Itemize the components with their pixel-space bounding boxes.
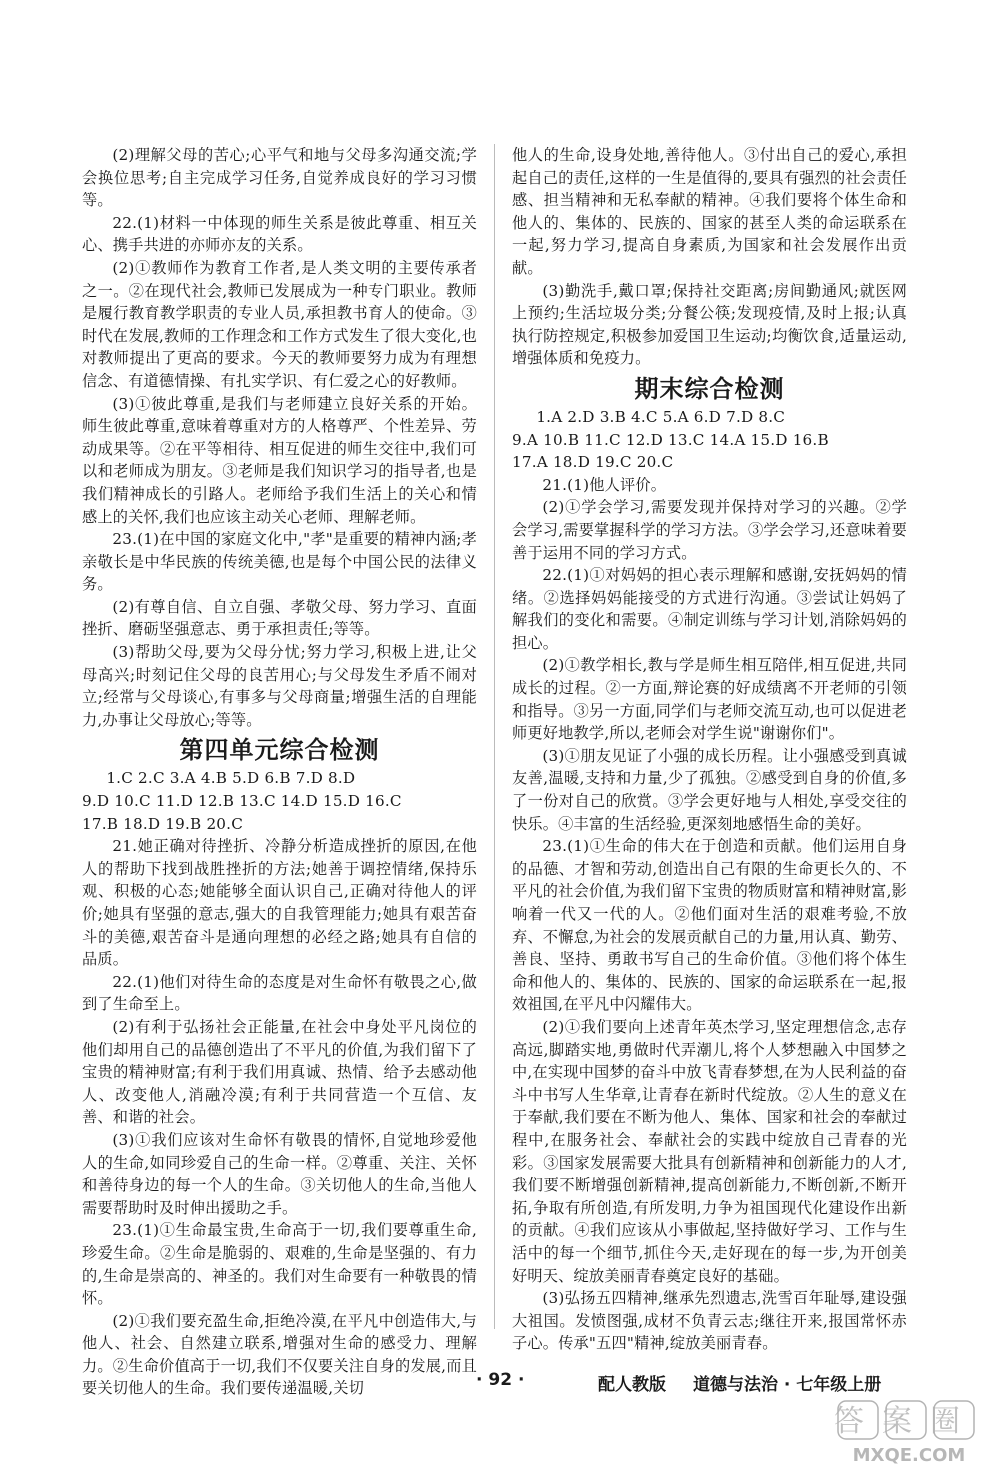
- answer-paragraph: (3)①彼此尊重,是我们与老师建立良好关系的开始。师生彼此尊重,意味着尊重对方的人格尊严、个性差异、劳动成果等。②在平等相待、相互促进的师生交往中,我们可以和老师成为朋友。③老师是我们知识学习的指导者,也是我们精神成长的引路人。老师给予我们生活上的关心和情感上的关怀,我们也应该主动关心老师、理解老师。: [82, 394, 477, 526]
- watermark-logo-text: 答案圈: [834, 1404, 978, 1439]
- edition-label: 配人教版: [598, 1375, 666, 1395]
- answer-paragraph: 21.(1)他人评价。: [542, 475, 667, 494]
- answer-key-line: 9.A 10.B 11.C 12.D 13.C 14.A 15.D 16.B: [512, 430, 829, 449]
- answer-paragraph: (3)①我们应该对生命怀有敬畏的情怀,自觉地珍爱他人的生命,如同珍爱自己的生命一样。②尊重、关注、关怀和善待身边的每一个人的生命。③关切他人的生命,当他人需要帮助时及时伸出援助之手。: [82, 1130, 477, 1217]
- answer-key-line: 17.A 18.D 19.C 20.C: [512, 453, 674, 472]
- answer-paragraph: 23.(1)①生命的伟大在于创造和贡献。他们运用自身的品德、才智和劳动,创造出自己有限的生命更长久的、不平凡的社会价值,为我们留下宝贵的物质财富和精神财富,影响着一代又一代的人。②他们面对生活的艰难考验,不放弃、不懈怠,为社会的发展贡献自己的力量,用认真、勤劳、善良、坚持、勇敢书写自己的生命价值。③他们将个体生命和他人的、集体的、民族的、国家的命运联系在一起,报效祖国,在平凡中闪耀伟大。: [512, 837, 907, 1014]
- answer-key-line: 1.C 2.C 3.A 4.B 5.D 6.B 7.D 8.D: [106, 769, 356, 788]
- answer-paragraph: (2)①学会学习,需要发现并保持对学习的兴趣。②学会学习,需要掌握科学的学习方法。③学会学习,还意味着要善于运用不同的学习方式。: [512, 498, 907, 562]
- section-heading-unit4: 第四单元综合检测: [179, 736, 380, 765]
- answer-paragraph: 23.(1)①生命最宝贵,生命高于一切,我们要尊重生命,珍爱生命。②生命是脆弱的、艰难的,生命是坚强的、有力的,生命是崇高的、神圣的。我们对生命要有一种敬畏的情怀。: [82, 1221, 477, 1308]
- answer-paragraph: 22.(1)他们对待生命的态度是对生命怀有敬畏之心,做到了生命至上。: [82, 972, 477, 1014]
- answer-paragraph: (2)理解父母的苦心;心平气和地与父母多沟通交流;学会换位思考;自主完成学习任务,自觉养成良好的学习习惯等。: [82, 146, 477, 210]
- page-footer: [0, 1370, 1000, 1400]
- left-column: [82, 144, 477, 1400]
- watermark-url: MXQE.COM: [852, 1445, 966, 1466]
- answer-paragraph: (2)①教师作为教育工作者,是人类文明的主要传承者之一。②在现代社会,教师已发展成为一种专门职业。教师是履行教育教学职责的专业人员,承担教书育人的使命。③时代在发展,教师的工作理念和工作方式发生了很大变化,也对教师提出了更高的要求。今天的教师要努力成为有理想信念、有道德情操、有扎实学识、有仁爱之心的好教师。: [82, 258, 477, 390]
- answer-paragraph: (3)①朋友见证了小强的成长历程。让小强感受到真诚友善,温暖,支持和力量,少了孤独。②感受到自身的价值,多了一份对自己的欣赏。③学会更好地与人相处,享受交往的快乐。④丰富的生活经验,更深刻地感悟生命的美好。: [512, 746, 907, 833]
- answer-paragraph: (3)勤洗手,戴口罩;保持社交距离;房间勤通风;就医网上预约;生活垃圾分类;分餐公筷;发现疫情,及时上报;认真执行防控规定,积极参加爱国卫生运动;均衡饮食,适量运动,增强体质和免疫力。: [512, 281, 907, 368]
- answer-key-line: 1.A 2.D 3.B 4.C 5.A 6.D 7.D 8.C: [536, 407, 786, 426]
- answer-paragraph: (2)①我们要向上述青年英杰学习,坚定理想信念,志存高远,脚踏实地,勇做时代弄潮儿,将个人梦想融入中国梦之中,在实现中国梦的奋斗中放飞青春梦想,在为人民利益的奋斗中书写人生华章,让青春在新时代绽放。②人生的意义在于奉献,我们要在不断为他人、集体、国家和社会的奉献过程中,在服务社会、奉献社会的实践中绽放自己青春的光彩。③国家发展需要大批具有创新精神和创新能力的人才,我们要不断增强创新精神,提高创新能力,不断创新,不断开拓,争取有所创造,有所发明,力争为祖国现代化建设作出新的贡献。④我们应该从小事做起,坚持做好学习、工作与生活中的每一个细节,抓住今天,走好现在的每一步,为开创美好明天、绽放美丽青春奠定良好的基础。: [512, 1017, 907, 1285]
- answer-paragraph: (2)①我们要充盈生命,拒绝冷漠,在平凡中创造伟大,与他人、社会、自然建立联系,增强对生命的感受力、理解力。②生命价值高于一切,我们不仅要关注自身的发展,而且要关切他人的生命。我们要传递温暖,关切: [82, 1311, 477, 1398]
- answer-paragraph: (2)①教学相长,教与学是师生相互陪伴,相互促进,共同成长的过程。②一方面,辩论赛的好成绩离不开老师的引领和指导。③另一方面,同学们与老师交流互动,也可以促进老师更好地教学,所以,老师会对学生说"谢谢你们"。: [512, 656, 907, 743]
- column-divider: [494, 144, 495, 1329]
- answer-paragraph: 21.她正确对待挫折、冷静分析造成挫折的原因,在他人的帮助下找到战胜挫折的方法;她善于调控情绪,保持乐观、积极的心态;她能够全面认识自己,正确对待他人的评价;她具有坚强的意志,强大的自我管理能力;她具有艰苦奋斗的美德,艰苦奋斗是通向理想的必经之路;她具有自信的品质。: [82, 837, 477, 969]
- book-title: 道德与法治 · 七年级上册: [693, 1375, 882, 1395]
- answer-paragraph: 23.(1)在中国的家庭文化中,"孝"是重要的精神内涵;孝亲敬长是中华民族的传统美德,也是每个中国公民的法律义务。: [82, 530, 477, 594]
- page-number: · 92 ·: [476, 1370, 525, 1390]
- watermark-logo: [834, 1397, 984, 1467]
- section-heading-final-exam: 期末综合检测: [634, 374, 785, 403]
- answer-paragraph: (2)有利于弘扬社会正能量,在社会中身处平凡岗位的他们却用自己的品德创造出了不平凡的价值,为我们留下了宝贵的精神财富;有利于我们用真诚、热情、给予去感动他人、改变他人,消融冷漠;有利于共同营造一个互信、友善、和谐的社会。: [82, 1017, 477, 1127]
- answer-paragraph: 22.(1)①对妈妈的担心表示理解和感谢,安抚妈妈的情绪。②选择妈妈能接受的方式进行沟通。③尝试让妈妈了解我们的变化和需要。④制定训练与学习计划,消除妈妈的担心。: [512, 566, 907, 652]
- answer-paragraph: (2)有尊自信、自立自强、孝敬父母、努力学习、直面挫折、磨砺坚强意志、勇于承担责任;等等。: [82, 597, 477, 639]
- answer-key-line: 17.B 18.D 19.B 20.C: [82, 814, 244, 833]
- right-column: [512, 144, 907, 1355]
- answer-key-line: 9.D 10.C 11.D 12.B 13.C 14.D 15.D 16.C: [82, 792, 402, 811]
- answer-paragraph: (3)弘扬五四精神,继承先烈遗志,洗雪百年耻辱,建设强大祖国。发愤图强,成材不负青云志;继往开来,报国常怀赤子心。传承"五四"精神,绽放美丽青春。: [512, 1289, 907, 1353]
- answer-paragraph: (3)帮助父母,要为父母分忧;努力学习,积极上进,让父母高兴;时刻记住父母的良苦用心;与父母发生矛盾不闹对立;经常与父母谈心,有事多与父母商量;增强生活的自理能力,办事让父母放心;等等。: [82, 643, 477, 729]
- answer-paragraph: 他人的生命,设身处地,善待他人。③付出自己的爱心,承担起自己的责任,这样的一生是值得的,要具有强烈的社会责任感、担当精神和无私奉献的精神。④我们要将个体生命和他人的、集体的、民族的、国家的甚至人类的命运联系在一起,努力学习,提高自身素质,为国家和社会发展作出贡献。: [512, 146, 907, 277]
- answer-paragraph: 22.(1)材料一中体现的师生关系是彼此尊重、相互关心、携手共进的亦师亦友的关系。: [82, 213, 477, 255]
